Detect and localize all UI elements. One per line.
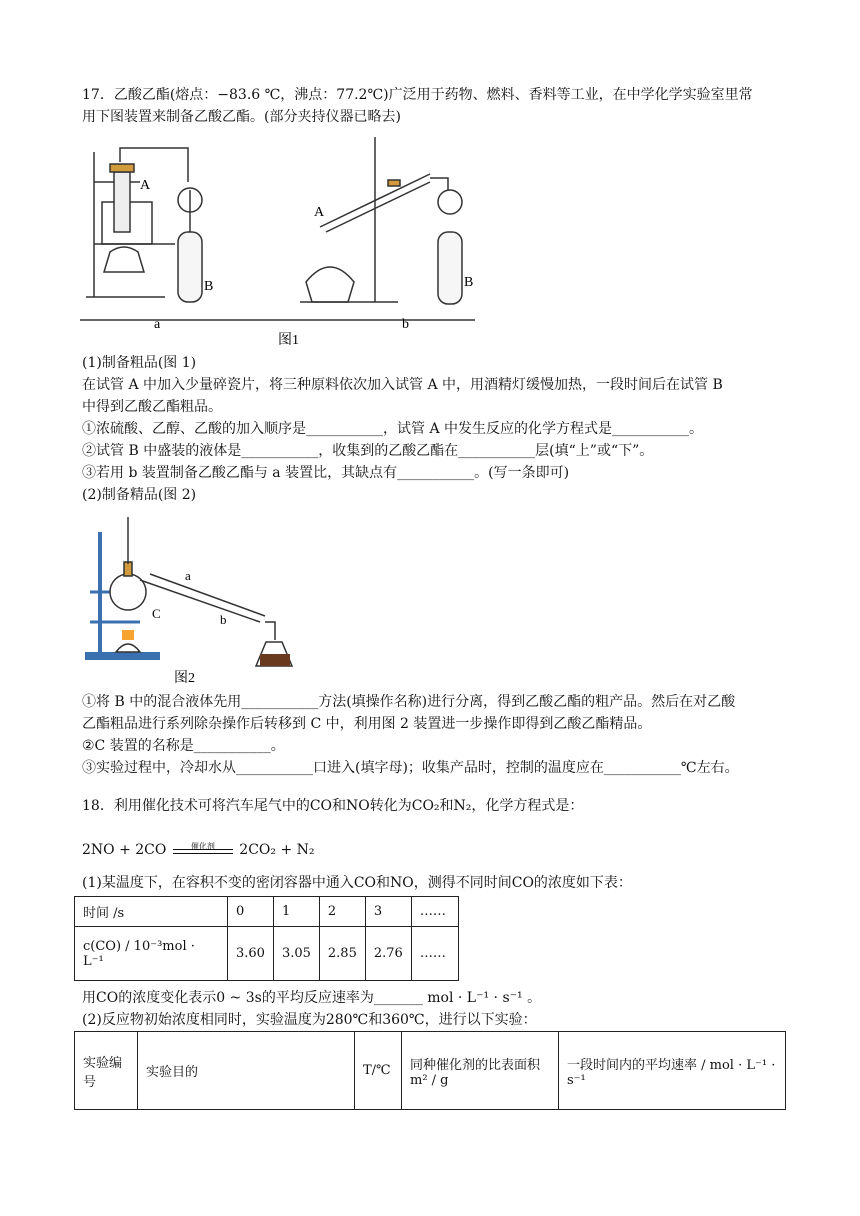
q18-rate-question: 用CO的浓度变化表示0 ~ 3s的平均反应速率为_______ mol · L⁻¹ · s⁻¹ 。 [82,990,542,1006]
table-cell: c(CO) / 10⁻³mol · L⁻¹ [75,927,228,981]
table-cell: 2.85 [319,927,365,981]
p2-q1-line1: ①将 B 中的混合液体先用___________方法(填操作名称)进行分离，得到乙酸乙酯的粗产品。然后在对乙酸 [82,694,736,710]
table-cell: 0 [228,897,274,927]
table-row [75,897,459,927]
concentration-table [74,896,459,981]
p1-text1: 在试管 A 中加入少量碎瓷片，将三种原料依次加入试管 A 中，用酒精灯缓慢加热，一段时间后在试管 B [82,377,723,393]
table-cell: 2.76 [365,927,411,981]
q18-equation [82,840,314,860]
fig2-caption: 图2 [174,671,195,686]
fig2-label-b: b [220,612,227,627]
fig1-label-b: b [402,317,409,332]
fig1-label-B1: B [204,279,214,294]
experiment-table [74,1031,786,1110]
table-cell: 1 [273,897,319,927]
p2-q1-line2: 乙酯粗品进行系列除杂操作后转移到 C 中，利用图 2 装置进一步操作即得到乙酸乙酯精品。 [82,716,652,732]
table-cell: 3.60 [228,927,274,981]
fig1-label-a: a [154,317,161,332]
p1-text2: 中得到乙酸乙酯粗品。 [82,399,222,415]
p2-q3: ③实验过程中，冷却水从___________口进入(填字母)；收集产品时，控制的温度应在___________℃左右。 [82,760,739,776]
table-cell: 3 [365,897,411,927]
p2-q2: ②C 装置的名称是___________。 [82,738,285,754]
table-header: 一段时间内的平均速率 / mol · L⁻¹ · s⁻¹ [559,1032,786,1110]
fig2-label-a: a [185,568,191,583]
fig2-label-C: C [152,606,161,621]
q18-p2: (2)反应物初始浓度相同时，实验温度为280℃和360℃，进行以下实验： [82,1012,537,1028]
fig1-label-A1: A [140,178,151,193]
p1-q1: ①浓硫酸、乙醇、乙酸的加入顺序是___________，试管 A 中发生反应的化学方程式是___________。 [82,421,704,437]
table-row [75,927,459,981]
p2-title: (2)制备精品(图 2) [82,487,197,503]
fig1-label-B2: B [464,275,474,290]
eq-arrow [173,842,233,854]
p1-q3: ③若用 b 装置制备乙酸乙酯与 a 装置比，其缺点有___________。(写一条即可) [82,465,570,481]
fig1-label-A2: A [314,205,325,220]
p1-title: (1)制备粗品(图 1) [82,355,197,371]
table-header: 实验目的 [138,1032,355,1110]
q18-p1: (1)某温度下，在容积不变的密闭容器中通入CO和NO，测得不同时间CO的浓度如下表： [82,875,632,891]
table-header: T/℃ [355,1032,402,1110]
figure-1-apparatus [80,132,480,350]
eq-catalyst: 催化剂 [190,842,215,851]
eq-right: 2CO₂ + N₂ [239,842,315,858]
table-header: 实验编号 [75,1032,138,1110]
fig1-caption: 图1 [278,333,299,348]
table-header: 同种催化剂的比表面积 m² / g [402,1032,559,1110]
p1-q2: ②试管 B 中盛装的液体是___________，收集到的乙酸乙酯在___________层(填“上”或“下”。 [82,443,654,459]
table-cell: 3.05 [273,927,319,981]
q17-intro-line2: 用下图装置来制备乙酸乙酯。(部分夹持仪器已略去) [82,109,401,125]
q17-intro-line1: 17．乙酸乙酯(熔点：−83.6 ℃，沸点：77.2℃)广泛用于药物、燃料、香料等工业，在中学化学实验室里常 [82,87,753,103]
table-cell: 2 [319,897,365,927]
table-cell: …… [411,897,458,927]
figure-2-apparatus [80,512,310,687]
q18-intro: 18．利用催化技术可将汽车尾气中的CO和NO转化为CO₂和N₂，化学方程式是： [82,798,584,814]
table-row [75,1032,786,1110]
eq-left: 2NO + 2CO [82,842,167,858]
table-cell: 时间 /s [75,897,228,927]
table-cell: …… [411,927,458,981]
